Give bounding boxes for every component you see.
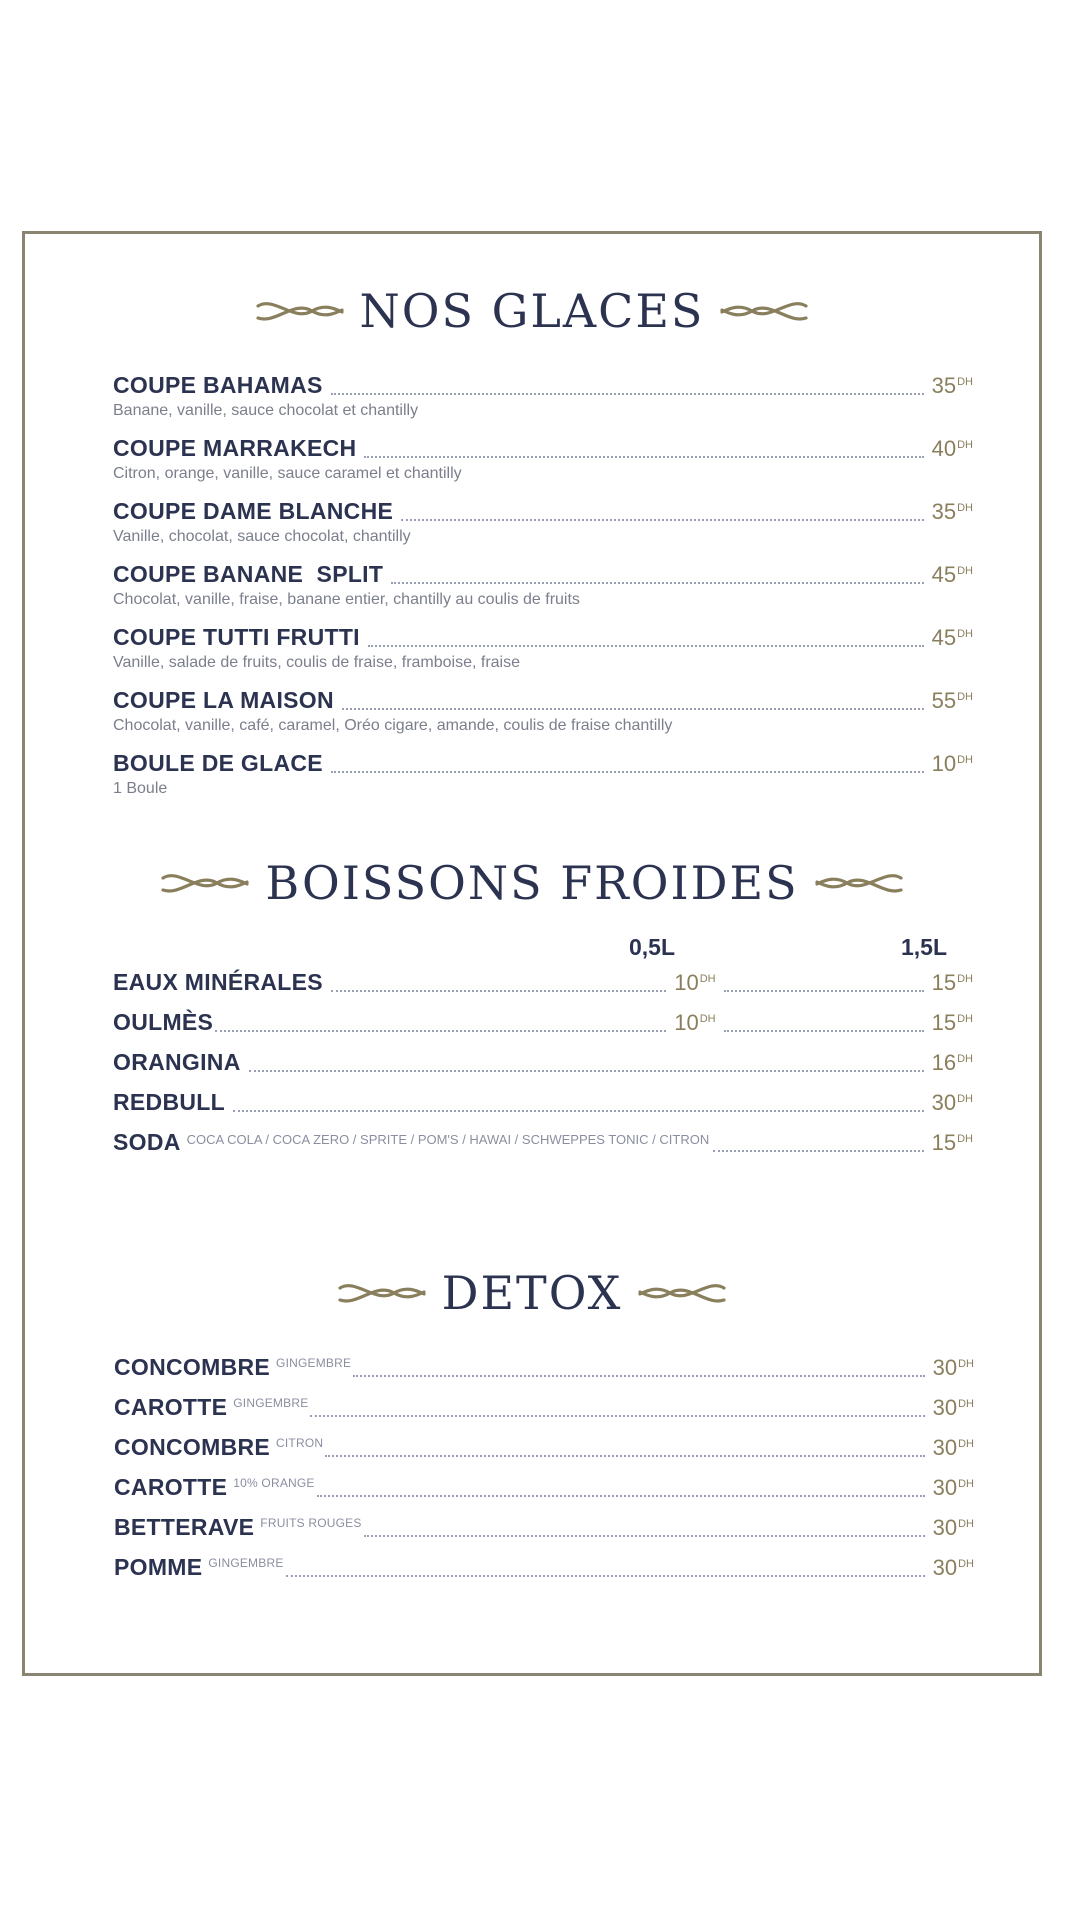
dot-leader [713, 1150, 923, 1152]
dot-leader [331, 990, 666, 992]
item-price-large: $15^{DH}$ [931, 1010, 973, 1035]
drink-row [113, 1009, 973, 1039]
dot-leader [368, 645, 924, 647]
item-price-small: $10^{DH}$ [674, 970, 716, 995]
item-note: GINGEMBRE [276, 1356, 352, 1370]
item-name: CAROTTE [114, 1394, 228, 1420]
item-name: CONCOMBRE [114, 1434, 271, 1460]
menu-item [113, 687, 973, 735]
dot-leader [286, 1575, 925, 1577]
item-note: FRUITS ROUGES [260, 1516, 362, 1530]
item-name: COUPE BANANE SPLIT [113, 561, 384, 587]
dot-leader [724, 990, 924, 992]
item-name: COUPE BAHAMAS [113, 372, 323, 398]
item-description: Citron, orange, vanille, sauce caramel et chantilly [113, 465, 462, 482]
item-name: ORANGINA [113, 1049, 241, 1075]
item-price: $30^{DH}$ [932, 1355, 974, 1380]
item-description: Banane, vanille, sauce chocolat et chantilly [113, 402, 419, 419]
item-name: SODA [113, 1129, 181, 1155]
item-price: $16^{DH}$ [931, 1050, 973, 1075]
item-name: CAROTTE [114, 1474, 228, 1500]
item-name: COUPE LA MAISON [113, 687, 334, 713]
section-heading: NOS GLACES [359, 284, 705, 338]
menu-item [113, 498, 973, 546]
dot-leader [724, 1030, 924, 1032]
item-note: COCA COLA / COCA ZERO / SPRITE / POM'S / HAWAI / SCHWEPPES TONIC / CITRON [186, 1132, 710, 1147]
item-price: $30^{DH}$ [932, 1515, 974, 1540]
item-price: $45^{DH}$ [931, 625, 973, 650]
item-price: $30^{DH}$ [932, 1395, 974, 1420]
dot-leader [325, 1455, 924, 1457]
item-name: EAUX MINÉRALES [113, 969, 323, 995]
item-name: CONCOMBRE [114, 1354, 271, 1380]
dot-leader [233, 1110, 924, 1112]
item-note: 10% ORANGE [233, 1476, 315, 1490]
item-price: $15^{DH}$ [931, 1130, 973, 1155]
item-price-small: $10^{DH}$ [674, 1010, 716, 1035]
dot-leader [215, 1030, 666, 1032]
dot-leader [249, 1070, 924, 1072]
drink-row [113, 1129, 973, 1159]
drink-row [113, 1049, 973, 1079]
item-price: $40^{DH}$ [931, 436, 973, 461]
right-ornament-icon [718, 294, 810, 328]
item-name: BETTERAVE [114, 1514, 255, 1540]
dot-leader [401, 519, 923, 521]
drink-row [113, 1089, 973, 1119]
item-description: Vanille, salade de fruits, coulis de fraise, framboise, fraise [113, 654, 521, 671]
menu-item [113, 372, 973, 420]
dot-leader [331, 393, 924, 395]
drink-row [114, 1354, 974, 1384]
dot-leader [364, 1535, 925, 1537]
item-price: $10^{DH}$ [931, 751, 973, 776]
menu-item [113, 624, 973, 672]
right-ornament-icon [813, 866, 905, 900]
item-price: $30^{DH}$ [932, 1435, 974, 1460]
menu-item [113, 561, 973, 609]
menu-item [113, 435, 973, 483]
dot-leader [317, 1495, 925, 1497]
item-note: GINGEMBRE [233, 1396, 309, 1410]
item-note: GINGEMBRE [208, 1556, 284, 1570]
menu-item [113, 750, 973, 798]
item-price: $30^{DH}$ [931, 1090, 973, 1115]
item-description: Vanille, chocolat, sauce chocolat, chantilly [113, 528, 411, 545]
item-price: $45^{DH}$ [931, 562, 973, 587]
item-price: $35^{DH}$ [931, 373, 973, 398]
item-price: $30^{DH}$ [932, 1555, 974, 1580]
right-ornament-icon [636, 1276, 728, 1310]
drink-row [114, 1434, 974, 1464]
drink-row [114, 1474, 974, 1504]
item-name: COUPE TUTTI FRUTTI [113, 624, 360, 650]
dot-leader [364, 456, 923, 458]
dot-leader [310, 1415, 924, 1417]
item-name: COUPE MARRAKECH [113, 435, 357, 461]
drink-row [113, 969, 973, 999]
drink-row [114, 1394, 974, 1424]
item-price: $30^{DH}$ [932, 1475, 974, 1500]
menu-card [22, 231, 1042, 1676]
dot-leader [342, 708, 924, 710]
section-title-detox [25, 1266, 1039, 1320]
drink-row [114, 1514, 974, 1544]
item-name: POMME [114, 1554, 203, 1580]
dot-leader [353, 1375, 924, 1377]
item-name: COUPE DAME BLANCHE [113, 498, 394, 524]
item-name: REDBULL [113, 1089, 225, 1115]
item-description: Chocolat, vanille, fraise, banane entier, chantilly au coulis de fruits [113, 591, 580, 608]
left-ornament-icon [336, 1276, 428, 1310]
section-heading: BOISSONS FROIDES [265, 856, 799, 910]
column-header-large: 1,5L [901, 934, 948, 960]
left-ornament-icon [159, 866, 251, 900]
item-description: Chocolat, vanille, café, caramel, Oréo cigare, amande, coulis de fraise chantilly [113, 717, 673, 734]
column-header-small: 0,5L [629, 934, 676, 960]
item-description: 1 Boule [113, 780, 168, 797]
item-price-large: $15^{DH}$ [931, 970, 973, 995]
drink-row [114, 1554, 974, 1584]
left-ornament-icon [254, 294, 346, 328]
item-name: BOULE DE GLACE [113, 750, 323, 776]
item-name: OULMÈS [113, 1009, 214, 1035]
section-heading: DETOX [441, 1266, 623, 1320]
item-note: CITRON [276, 1436, 324, 1450]
section-title-boissons [25, 856, 1039, 910]
item-price: $35^{DH}$ [931, 499, 973, 524]
item-price: $55^{DH}$ [931, 688, 973, 713]
dot-leader [331, 771, 924, 773]
section-title-glaces [25, 284, 1039, 338]
dot-leader [391, 582, 923, 584]
